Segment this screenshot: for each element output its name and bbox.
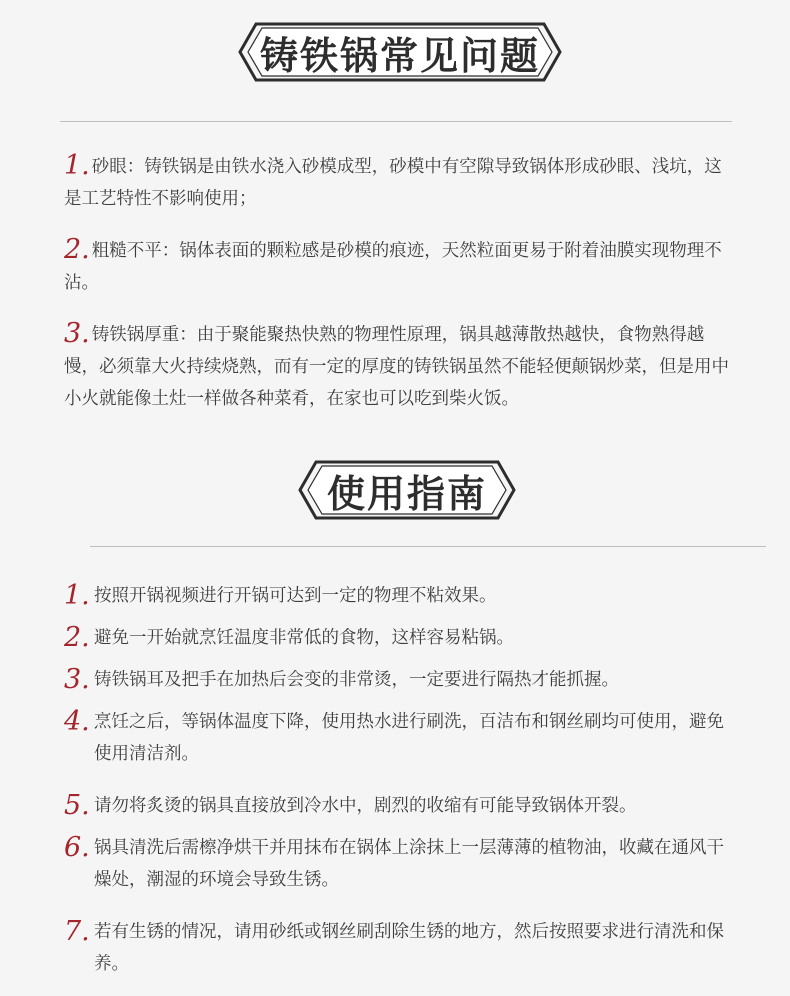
guide-item-text: 烹饪之后，等锅体温度下降，使用热水进行刷洗，百洁布和钢丝刷均可使用，避免使用清洁剂。 — [94, 712, 724, 764]
faq-item-number: 1. — [64, 150, 90, 181]
faq-item — [64, 234, 734, 299]
guide-item-text: 请勿将炙烫的锅具直接放到冷水中，剧烈的收缩有可能导致锅体开裂。 — [94, 796, 637, 816]
guide-item-number: 2. — [64, 622, 90, 653]
guide-item-text: 锅具清洗后需檫净烘干并用抹布在锅体上涂抹上一层薄薄的植物油，收藏在通风干燥处，潮湿的环境会导致生锈。 — [94, 838, 724, 890]
guide-item — [64, 664, 724, 696]
faq-item — [64, 318, 734, 415]
faq-item-text: 铸铁锅厚重：由于聚能聚热快熟的物理性原理，锅具越薄散热越快，食物熟得越慢，必须靠大火持续烧熟，而有一定的厚度的铸铁锅虽然不能轻便颠锅炒菜，但是用中小火就能像土灶一样做各种菜肴，在家也可以吃到柴火饭。 — [64, 325, 729, 409]
guide-item-number: 1. — [64, 580, 90, 611]
guide-item-number: 6. — [64, 832, 90, 863]
faq-item-text: 粗糙不平：锅体表面的颗粒感是砂模的痕迹，天然粒面更易于附着油膜实现物理不沾。 — [64, 241, 722, 293]
faq-item-number: 3. — [64, 318, 90, 349]
guide-item-number: 7. — [64, 916, 90, 947]
guide-item-number: 5. — [64, 790, 90, 821]
faq-title-badge — [236, 20, 564, 84]
guide-title-badge — [296, 458, 518, 522]
guide-item — [64, 706, 724, 770]
guide-item — [64, 580, 724, 612]
guide-item-number: 4. — [64, 706, 90, 737]
faq-title: 铸铁锅常见问题 — [259, 33, 540, 78]
guide-item — [64, 832, 724, 896]
guide-item — [64, 916, 724, 980]
guide-title: 使用指南 — [326, 471, 487, 516]
guide-item-text: 按照开锅视频进行开锅可达到一定的物理不粘效果。 — [94, 586, 497, 606]
guide-item-text: 铸铁锅耳及把手在加热后会变的非常烫，一定要进行隔热才能抓握。 — [94, 670, 619, 690]
guide-divider — [90, 546, 766, 547]
guide-item — [64, 790, 724, 822]
guide-item-number: 3. — [64, 664, 90, 695]
guide-item-text: 避免一开始就烹饪温度非常低的食物，这样容易粘锅。 — [94, 628, 514, 648]
faq-item-number: 2. — [64, 234, 90, 265]
guide-item — [64, 622, 724, 654]
faq-item — [64, 150, 734, 215]
guide-item-text: 若有生锈的情况，请用砂纸或钢丝刷刮除生锈的地方，然后按照要求进行清洗和保养。 — [94, 922, 724, 974]
faq-item-text: 砂眼：铸铁锅是由铁水浇入砂模成型，砂模中有空隙导致锅体形成砂眼、浅坑，这是工艺特性不影响使用； — [64, 157, 722, 209]
faq-divider — [60, 121, 732, 122]
